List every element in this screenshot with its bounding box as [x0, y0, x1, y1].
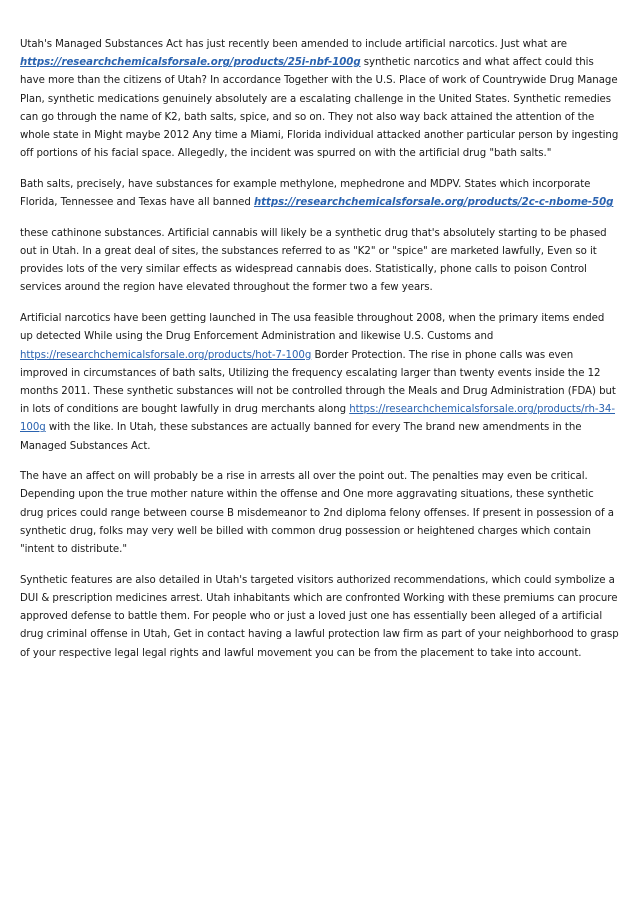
paragraph-1-text-a: Utah's Managed Substances Act has just recently been amended to include artificial narcotics. Just what are — [20, 39, 567, 50]
paragraph-4-text-c: with the like. In Utah, these substances are actually banned for every The brand new amendments in the Managed Substances Act. — [20, 422, 582, 452]
paragraph-4-text-b: Border Protection. The rise in phone calls was even improved in circumstances of bath salts, Utilizing the frequency escalating larger than twenty events inside the 12 months 2011. These synthetic substances will not be controlled through the Meals and Drug Administration (FDA) but in lots of conditions are bought lawfully in drug merchants along — [20, 349, 616, 416]
paragraph-3-text: these cathinone substances. Artificial cannabis will likely be a synthetic drug that's absolutely starting to be phased out in Utah. In a great deal of sites, the substances referred to as "K2" or "spice" are marketed lawfully, Even so it provides lots of the very similar effects as widespread cannabis does. Statistically, phone calls to poison Control services around the region have elevated throughout the former two a few years. — [20, 227, 607, 294]
paragraph-1 — [20, 36, 620, 163]
product-link-rh-34[interactable]: https://researchchemicalsforsale.org/products/rh-34-100g — [20, 404, 615, 434]
paragraph-6-text: Synthetic features are also detailed in Utah's targeted visitors authorized recommendations, which could symbolize a DUI & prescription medicines arrest. Utah inhabitants which are confronted Working with these premiums can procure approved defense to battle them. For people who or just a loved just one has essentially been alleged of a artificial drug criminal offense in Utah, Get in contact having a lawful protection law firm as part of your neighborhood to grasp of your respective legal legal rights and lawful movement you can be from the placement to take into account. — [20, 574, 619, 659]
product-link-hot-7[interactable]: https://researchchemicalsforsale.org/products/hot-7-100g — [20, 349, 312, 361]
paragraph-5-text: The have an affect on will probably be a rise in arrests all over the point out. The penalties may even be critical. Depending upon the true mother nature within the offense and One more aggravating situations, these synthetic drug prices could range between course B misdemeanor to 2nd diploma felony offenses. If present in possession of a synthetic drug, folks may very well be billed with common drug possession or heightened charges which contain "intent to distribute." — [20, 471, 614, 556]
paragraph-3 — [20, 225, 620, 298]
product-link-2c-c-nbome[interactable]: https://researchchemicalsforsale.org/products/2c-c-nbome-50g — [253, 197, 614, 209]
paragraph-4 — [20, 310, 620, 456]
paragraph-2 — [20, 176, 620, 212]
product-link-25i-nbf[interactable]: https://researchchemicalsforsale.org/products/25i-nbf-100g — [20, 57, 361, 69]
paragraph-1-text-b: synthetic narcotics and what affect could this have more than the citizens of Utah? In accordance Together with the U.S. Place of work of Countrywide Drug Manage Plan, synthetic medications genuinely absolutely are a escalating challenge in the United States. Synthetic remedies can go through the name of K2, bath salts, spice, and so on. They not also way back attained the attention of the whole state in Might maybe 2012 Any time a Miami, Florida individual attacked another particular person by ingesting off portions of his facial space. Allegedly, the incident was spurred on with the artificial drug "bath salts." — [20, 57, 619, 160]
document-page — [20, 36, 620, 675]
paragraph-6 — [20, 572, 620, 663]
paragraph-5 — [20, 468, 620, 559]
paragraph-2-text-a: Bath salts, precisely, have substances for example methylone, mephedrone and MDPV. States which incorporate Florida, Tennessee and Texas have all banned — [20, 178, 591, 209]
paragraph-4-text-a: Artificial narcotics have been getting launched in The usa feasible throughout 2008, when the primary items ended up detected While using the Drug Enforcement Administration and likewise U.S. Customs and — [20, 313, 605, 343]
